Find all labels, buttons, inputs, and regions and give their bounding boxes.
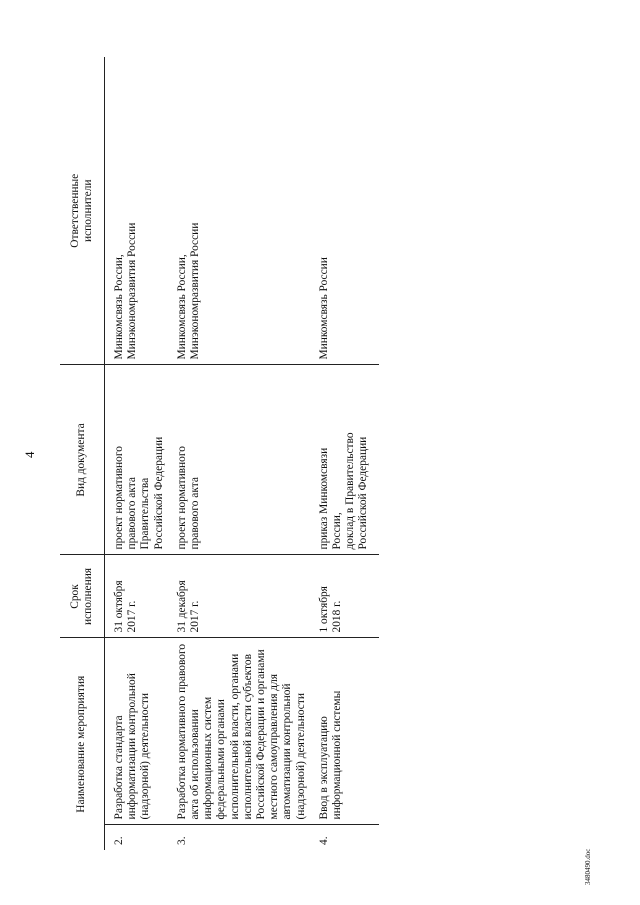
row-doc-type [174,365,316,555]
table-row [105,57,174,850]
header-executors-line: Ответственные [68,173,81,248]
row-name [105,638,174,825]
row-deadline [316,555,379,638]
row-name [174,638,316,825]
row-doc-type-line: проект нормативного [113,446,125,550]
row-name-line: акта об использовании [189,709,202,820]
row-number: 4. [317,836,330,845]
row-name-line: местного самоуправления для [268,673,281,820]
row-doc-type-line: Правительства [139,477,152,550]
row-number: 3. [175,836,188,845]
row-deadline-line: 31 октября [113,580,125,633]
row-doc-type-line: приказ Минкомсвязи [317,447,330,550]
row-name-line: исполнительной власти, органами [228,653,241,820]
row-name-line: (надзорной) деятельности [139,693,152,820]
page-number: 4 [22,451,37,458]
row-number: 2. [113,836,125,845]
row-executors [105,57,174,365]
row-name-line: Ввод в эксплуатацию [317,716,330,820]
row-executors-line: Минэкономразвития России [126,222,139,360]
table-row [316,57,379,850]
row-name-line: автоматизации контрольной [281,683,294,820]
header-deadline [60,555,105,638]
row-doc-type-line: правового акта [126,477,139,550]
row-doc-type-line: правового акта [189,477,202,550]
header-deadline-line: Срок [68,584,81,609]
row-name-line: информатизации контрольной [126,673,139,820]
row-executors [316,57,379,365]
document-code: 3480490.doc [584,848,592,885]
row-doc-type-line: доклад в Правительство [344,432,357,550]
measures-table [60,57,379,850]
header-doc-type [60,365,105,555]
row-deadline-line: 2018 г. [331,600,344,633]
row-name-line: Разработка нормативного правового [175,643,188,820]
header-doc-type-label: Вид документа [75,423,88,497]
row-doc-type [105,365,174,555]
table-header-row [60,57,105,850]
row-doc-type-line: России, [331,512,344,550]
header-deadline-line: исполнения [82,567,94,626]
row-deadline-line: 31 декабря [175,580,188,633]
row-name-line: исполнительной власти субъектов [241,654,254,820]
row-executors [174,57,316,365]
row-executors-line: Минкомсвязь России, [175,254,188,360]
row-name-line: информационных систем [202,696,215,820]
row-name-line: федеральными органами [215,699,228,820]
row-deadline-line: 2017 г. [126,600,139,633]
row-name-line: Российской Федерации и органами [255,649,268,820]
header-name-label: Наименование мероприятия [75,675,88,813]
row-name-line: (надзорной) деятельности [294,693,307,820]
row-doc-type-line: Российской Федерации [357,436,370,550]
row-executors-line: Минэкономразвития России [189,222,202,360]
row-doc-type [316,365,379,555]
table-row [174,57,316,850]
row-deadline [105,555,174,638]
row-doc-type-line: Российской Федерации [152,436,165,550]
row-deadline-line: 2017 г. [189,600,202,633]
row-name [316,638,379,825]
row-name-line: информационной системы [331,690,344,820]
row-doc-type-line: проект нормативного [175,446,188,550]
row-deadline-line: 1 октября [317,586,330,633]
row-deadline [174,555,316,638]
header-executors-line: исполнители [82,179,94,242]
header-executors [60,57,105,365]
row-executors-line: Минкомсвязь России, [113,254,125,360]
row-name-line: Разработка стандарта [113,715,125,820]
row-executors-line: Минкомсвязь России [317,257,330,360]
header-name [60,638,105,850]
